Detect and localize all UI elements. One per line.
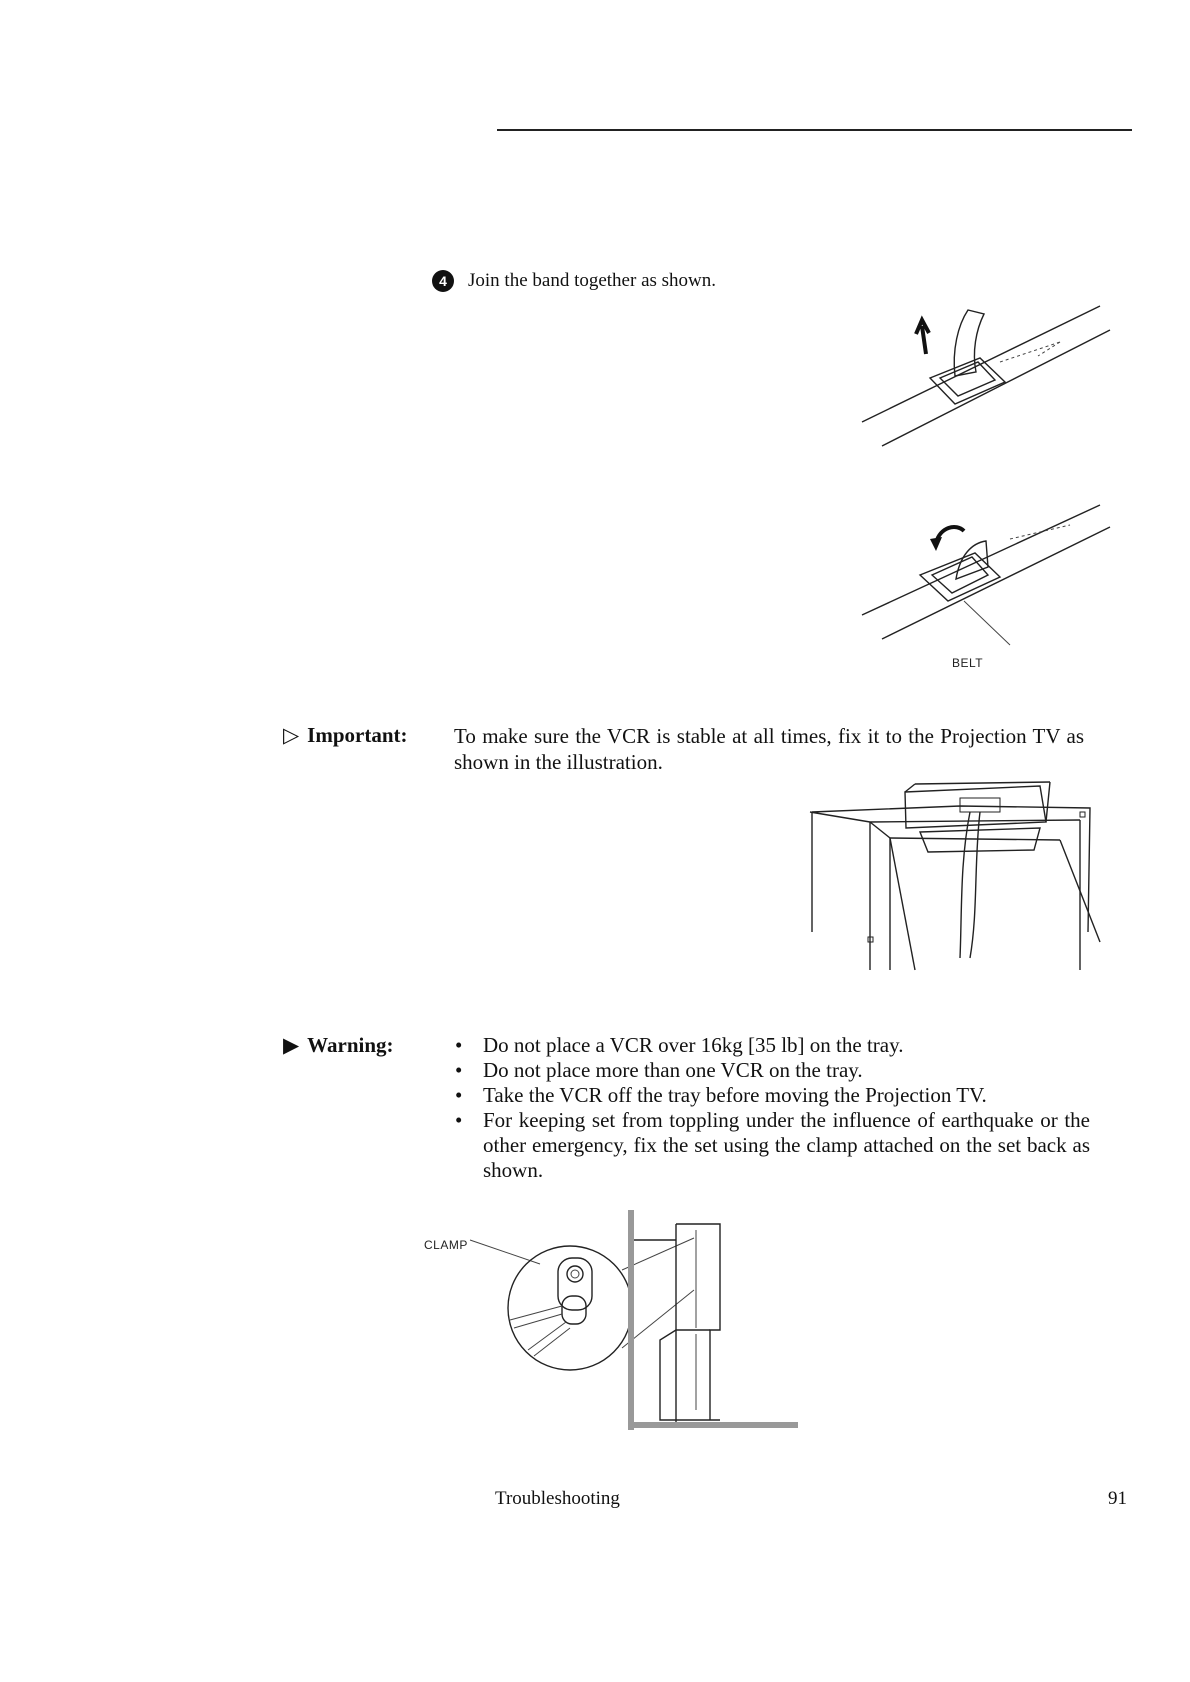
step-number-badge: 4 xyxy=(432,270,454,292)
warning-item: • Do not place a VCR over 16kg [35 lb] on the tray. xyxy=(450,1033,1090,1058)
important-label-text: Important: xyxy=(307,723,408,747)
warning-item: • For keeping set from toppling under the influence of earthquake or the other emergency, fix the set using the clamp attached on the set back as shown. xyxy=(450,1108,1090,1183)
warning-marker-icon: ▶ xyxy=(283,1033,300,1057)
warning-label-text: Warning: xyxy=(307,1033,394,1057)
vcr-on-tv-illustration xyxy=(810,782,1110,972)
footer-section-title: Troubleshooting xyxy=(495,1488,620,1509)
important-marker-icon: ▷ xyxy=(283,723,300,747)
warning-list xyxy=(450,1033,1090,1183)
clamp-illustration xyxy=(470,1210,800,1430)
clamp-label: CLAMP xyxy=(424,1238,468,1252)
header-rule xyxy=(497,129,1132,131)
belt-illustration-pull xyxy=(860,300,1120,450)
warning-label xyxy=(283,1033,394,1058)
belt-illustration-fold xyxy=(860,495,1120,645)
warning-item: • Do not place more than one VCR on the tray. xyxy=(450,1058,1090,1083)
step-text: Join the band together as shown. xyxy=(468,270,717,291)
step-4 xyxy=(432,270,716,292)
important-label xyxy=(283,723,407,748)
warning-item: • Take the VCR off the tray before moving the Projection TV. xyxy=(450,1083,1090,1108)
important-text: To make sure the VCR is stable at all times, fix it to the Projection TV as shown in the illustration. xyxy=(454,724,1084,774)
page-number: 91 xyxy=(1108,1488,1127,1509)
belt-label: BELT xyxy=(952,656,984,670)
